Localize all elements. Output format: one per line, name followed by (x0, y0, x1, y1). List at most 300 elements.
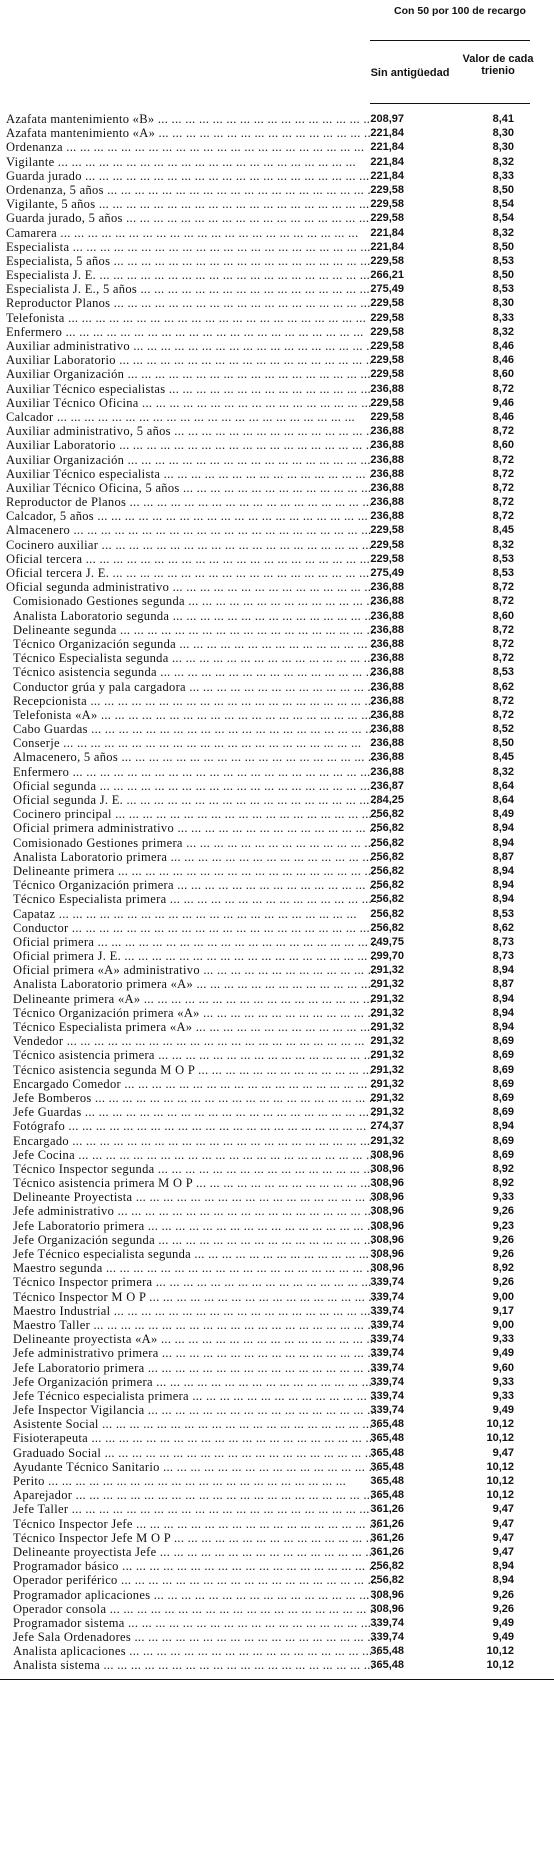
category-name: Operador periférico ... . (13, 1573, 378, 1587)
value-trienio: 9,33 (492, 1191, 514, 1204)
value-trienio: 8,33 (492, 169, 514, 182)
value-trienio: 8,69 (492, 1063, 514, 1076)
category-name: Jefe Guardas ... . (13, 1105, 378, 1119)
category-name: Técnico Organización segunda ... . (13, 637, 378, 651)
table-row (0, 963, 554, 977)
value-sin-antiguedad: 236,88 (370, 623, 404, 636)
value-trienio: 8,32 (492, 538, 514, 551)
category-name: Especialista J. E., 5 años ... . (6, 282, 371, 296)
table-row (0, 1545, 554, 1559)
category-name: Vendedor ... . (13, 1034, 378, 1048)
value-trienio: 9,26 (492, 1602, 514, 1615)
value-trienio: 8,46 (492, 354, 514, 367)
table-row (0, 1091, 554, 1105)
table-row (0, 367, 554, 381)
value-sin-antiguedad: 256,82 (370, 836, 404, 849)
value-sin-antiguedad: 229,58 (370, 183, 404, 196)
category-name: Auxiliar Técnico especialista ... . (6, 467, 371, 481)
category-name: Auxiliar administrativo, 5 años ... . (6, 424, 371, 438)
category-name: Ordenanza, 5 años ... . (6, 183, 371, 197)
table-row (0, 1162, 554, 1176)
value-sin-antiguedad: 256,82 (370, 921, 404, 934)
category-name: Delineante Proyectista ... . (13, 1190, 378, 1204)
value-sin-antiguedad: 339,74 (370, 1389, 404, 1402)
value-trienio: 8,53 (492, 552, 514, 565)
category-name: Delineante primera «A» ... . (13, 992, 378, 1006)
category-name: Recepcionista ... . (13, 694, 378, 708)
value-sin-antiguedad: 236,88 (370, 708, 404, 721)
value-trienio: 8,94 (492, 879, 514, 892)
category-name: Jefe Técnico especialista segunda ... . (13, 1247, 378, 1261)
table-row (0, 821, 554, 835)
value-trienio: 9,47 (492, 1545, 514, 1558)
table-row (0, 1077, 554, 1091)
table-row (0, 1275, 554, 1289)
value-trienio: 8,50 (492, 240, 514, 253)
value-sin-antiguedad: 256,82 (370, 850, 404, 863)
category-name: Especialista, 5 años ... . (6, 254, 371, 268)
category-name: Técnico asistencia primera M O P ... . (13, 1176, 378, 1190)
value-trienio: 8,53 (492, 283, 514, 296)
table-row (0, 495, 554, 509)
category-name: Auxiliar administrativo ... . (6, 339, 371, 353)
value-trienio: 9,33 (492, 1389, 514, 1402)
value-sin-antiguedad: 229,58 (370, 538, 404, 551)
table-row (0, 1048, 554, 1062)
value-sin-antiguedad: 308,96 (370, 1162, 404, 1175)
table-row (0, 1318, 554, 1332)
table-row (0, 1517, 554, 1531)
table-row (0, 211, 554, 225)
value-trienio: 8,53 (492, 254, 514, 267)
table-row (0, 708, 554, 722)
value-sin-antiguedad: 275,49 (370, 283, 404, 296)
value-sin-antiguedad: 361,26 (370, 1545, 404, 1558)
category-name: Oficial segunda J. E. ... . (13, 793, 378, 807)
category-name: Conductor ... . (13, 921, 378, 935)
value-trienio: 10,12 (486, 1645, 514, 1658)
value-trienio: 8,32 (492, 226, 514, 239)
table-row (0, 992, 554, 1006)
table-row (0, 523, 554, 537)
value-sin-antiguedad: 236,88 (370, 595, 404, 608)
value-sin-antiguedad: 256,82 (370, 864, 404, 877)
table-row (0, 467, 554, 481)
table-row (0, 254, 554, 268)
category-name: Oficial tercera J. E. ... . (6, 566, 371, 580)
value-sin-antiguedad: 308,96 (370, 1177, 404, 1190)
table-row (0, 1602, 554, 1616)
category-name: Fisioterapeuta ... . (13, 1431, 378, 1445)
value-trienio: 9,47 (492, 1517, 514, 1530)
value-trienio: 8,72 (492, 382, 514, 395)
value-sin-antiguedad: 339,74 (370, 1347, 404, 1360)
table-row (0, 1502, 554, 1516)
value-sin-antiguedad: 291,32 (370, 1106, 404, 1119)
value-trienio: 8,69 (492, 1049, 514, 1062)
value-sin-antiguedad: 361,26 (370, 1531, 404, 1544)
table-row (0, 864, 554, 878)
value-trienio: 9,26 (492, 1233, 514, 1246)
category-name: Camarera ... . (6, 226, 371, 240)
value-sin-antiguedad: 229,58 (370, 340, 404, 352)
value-sin-antiguedad: 236,88 (370, 666, 404, 679)
table-row (0, 311, 554, 325)
category-name: Oficial primera J. E. ... . (13, 949, 378, 963)
category-name: Analista sistema ... . (13, 1658, 378, 1672)
category-name: Técnico Especialista primera ... . (13, 892, 378, 906)
value-trienio: 8,32 (492, 155, 514, 168)
table-row (0, 1176, 554, 1190)
category-name: Oficial primera «A» administrativo ... . (13, 963, 378, 977)
table-row (0, 1119, 554, 1133)
table-row (0, 140, 554, 154)
value-trienio: 8,72 (492, 496, 514, 509)
category-name: Azafata mantenimiento «B» ... . (6, 112, 371, 126)
value-trienio: 8,73 (492, 950, 514, 963)
category-name: Técnico Especialista segunda ... . (13, 651, 378, 665)
category-name: Capataz ... . (13, 907, 378, 921)
category-name: Delineante proyectista «A» ... . (13, 1332, 378, 1346)
table-row (0, 878, 554, 892)
table-row (0, 1261, 554, 1275)
value-sin-antiguedad: 229,58 (370, 552, 404, 565)
value-trienio: 9,60 (492, 1361, 514, 1374)
value-sin-antiguedad: 308,96 (370, 1219, 404, 1232)
table-row (0, 765, 554, 779)
value-sin-antiguedad: 236,88 (370, 467, 404, 480)
table-row (0, 694, 554, 708)
table-row (0, 1204, 554, 1218)
table-row (0, 1361, 554, 1375)
category-name: Encargado ... . (13, 1134, 378, 1148)
value-trienio: 9,23 (492, 1219, 514, 1232)
table-row (0, 1134, 554, 1148)
value-trienio: 9,49 (492, 1616, 514, 1629)
table-row (0, 907, 554, 921)
table-row (0, 921, 554, 935)
category-name: Delineante primera ... . (13, 864, 378, 878)
category-name: Conductor grúa y pala cargadora ... . (13, 680, 378, 694)
value-trienio: 10,12 (486, 1432, 514, 1445)
value-trienio: 8,30 (492, 141, 514, 154)
table-row (0, 637, 554, 651)
value-trienio: 8,94 (492, 864, 514, 877)
value-trienio: 8,72 (492, 708, 514, 721)
category-name: Jefe administrativo ... . (13, 1204, 378, 1218)
category-name: Comisionado Gestiones segunda ... . (13, 594, 378, 608)
table-row (0, 1304, 554, 1318)
value-trienio: 8,53 (492, 567, 514, 579)
value-sin-antiguedad: 308,96 (370, 1588, 404, 1601)
table-row (0, 183, 554, 197)
table-row (0, 1460, 554, 1474)
table-row (0, 396, 554, 410)
table-row (0, 609, 554, 623)
salary-table-body (0, 112, 554, 1673)
value-sin-antiguedad: 365,48 (370, 1489, 404, 1502)
value-sin-antiguedad: 308,96 (370, 1233, 404, 1246)
category-name: Calcador ... . (6, 410, 371, 424)
category-name: Ayudante Técnico Sanitario ... . (13, 1460, 378, 1474)
value-trienio: 8,92 (492, 1262, 514, 1275)
category-name: Técnico Inspector Jefe M O P ... . (13, 1531, 378, 1545)
value-sin-antiguedad: 291,32 (370, 1021, 404, 1033)
value-sin-antiguedad: 291,32 (370, 1134, 404, 1147)
category-name: Aparejador ... . (13, 1488, 378, 1502)
value-sin-antiguedad: 365,48 (370, 1418, 404, 1431)
bottom-rule (0, 1679, 554, 1680)
value-sin-antiguedad: 291,32 (370, 978, 404, 991)
table-row (0, 382, 554, 396)
category-name: Perito ... . (13, 1474, 378, 1488)
value-sin-antiguedad: 229,58 (370, 254, 404, 267)
value-trienio: 8,62 (492, 680, 514, 693)
value-trienio: 8,60 (492, 368, 514, 381)
table-row (0, 438, 554, 452)
value-trienio: 8,53 (492, 907, 514, 920)
category-name: Cocinero principal ... . (13, 807, 378, 821)
value-sin-antiguedad: 291,32 (370, 964, 404, 977)
category-name: Técnico asistencia segunda M O P ... . (13, 1063, 378, 1077)
table-row (0, 1531, 554, 1545)
value-trienio: 9,33 (492, 1333, 514, 1346)
value-sin-antiguedad: 236,88 (370, 439, 404, 452)
value-sin-antiguedad: 365,48 (370, 1446, 404, 1459)
table-row (0, 1034, 554, 1048)
value-trienio: 8,32 (492, 765, 514, 778)
category-name: Jefe Organización primera ... . (13, 1375, 378, 1389)
value-sin-antiguedad: 236,88 (370, 680, 404, 693)
table-row (0, 240, 554, 254)
table-row (0, 1431, 554, 1445)
value-sin-antiguedad: 308,96 (370, 1248, 404, 1260)
table-row (0, 1644, 554, 1658)
value-sin-antiguedad: 236,88 (370, 425, 404, 438)
value-sin-antiguedad: 236,88 (370, 609, 404, 622)
value-sin-antiguedad: 208,97 (370, 113, 404, 125)
value-trienio: 8,50 (492, 737, 514, 750)
table-row (0, 1630, 554, 1644)
value-trienio: 9,47 (492, 1446, 514, 1459)
value-sin-antiguedad: 229,58 (370, 354, 404, 367)
value-sin-antiguedad: 299,70 (370, 950, 404, 963)
category-name: Telefonista «A» ... . (13, 708, 378, 722)
table-row (0, 580, 554, 594)
value-trienio: 8,50 (492, 183, 514, 196)
value-sin-antiguedad: 361,26 (370, 1517, 404, 1530)
category-name: Técnico Organización primera ... . (13, 878, 378, 892)
category-name: Jefe Sala Ordenadores ... . (13, 1630, 378, 1644)
category-name: Jefe Bomberos ... . (13, 1091, 378, 1105)
value-trienio: 9,17 (492, 1304, 514, 1317)
value-sin-antiguedad: 308,96 (370, 1148, 404, 1161)
value-trienio: 8,73 (492, 935, 514, 948)
category-name: Oficial segunda administrativo ... . (6, 580, 371, 594)
value-sin-antiguedad: 256,82 (370, 808, 404, 821)
value-trienio: 8,54 (492, 212, 514, 225)
value-trienio: 9,49 (492, 1404, 514, 1417)
value-trienio: 8,54 (492, 198, 514, 211)
category-name: Ordenanza ... . (6, 140, 371, 154)
category-name: Maestro Industrial ... . (13, 1304, 378, 1318)
value-trienio: 8,94 (492, 893, 514, 906)
category-name: Jefe Taller ... . (13, 1502, 378, 1516)
group-title: Con 50 por 100 de recargo (394, 5, 526, 17)
value-sin-antiguedad: 236,88 (370, 382, 404, 395)
value-trienio: 9,26 (492, 1205, 514, 1218)
value-trienio: 8,94 (492, 1120, 514, 1133)
value-trienio: 10,12 (486, 1475, 514, 1487)
value-trienio: 8,45 (492, 524, 514, 537)
value-sin-antiguedad: 236,88 (370, 694, 404, 707)
value-trienio: 8,94 (492, 1574, 514, 1587)
value-sin-antiguedad: 365,48 (370, 1659, 404, 1672)
value-sin-antiguedad: 291,32 (370, 1063, 404, 1076)
value-trienio: 8,72 (492, 467, 514, 480)
category-name: Programador básico ... . (13, 1559, 378, 1573)
value-trienio: 8,41 (492, 113, 514, 125)
category-name: Oficial primera ... . (13, 935, 378, 949)
table-row (0, 977, 554, 991)
value-sin-antiguedad: 365,48 (370, 1460, 404, 1473)
value-sin-antiguedad: 229,58 (370, 311, 404, 324)
value-trienio: 8,72 (492, 453, 514, 466)
table-row (0, 1020, 554, 1034)
value-sin-antiguedad: 236,87 (370, 779, 404, 792)
value-sin-antiguedad: 236,88 (370, 765, 404, 778)
value-trienio: 9,47 (492, 1531, 514, 1544)
value-trienio: 8,69 (492, 1106, 514, 1119)
table-row (0, 1063, 554, 1077)
value-sin-antiguedad: 256,82 (370, 822, 404, 835)
value-trienio: 8,60 (492, 609, 514, 622)
category-name: Especialista J. E. ... . (6, 268, 371, 282)
table-row (0, 1190, 554, 1204)
value-sin-antiguedad: 256,82 (370, 879, 404, 892)
value-sin-antiguedad: 361,26 (370, 1503, 404, 1516)
value-sin-antiguedad: 291,32 (370, 1049, 404, 1062)
value-sin-antiguedad: 256,82 (370, 1574, 404, 1587)
column-header-sin-antiguedad: Sin antigüedad (370, 67, 450, 79)
value-sin-antiguedad: 266,21 (370, 269, 404, 282)
value-trienio: 8,62 (492, 921, 514, 934)
value-trienio: 8,94 (492, 1560, 514, 1573)
value-sin-antiguedad: 236,88 (370, 496, 404, 509)
value-sin-antiguedad: 229,58 (370, 297, 404, 310)
category-name: Reproductor Planos ... . (6, 296, 371, 310)
category-name: Auxiliar Organización ... . (6, 453, 371, 467)
table-row (0, 1148, 554, 1162)
table-row (0, 807, 554, 821)
table-row (0, 836, 554, 850)
category-name: Auxiliar Laboratorio ... . (6, 438, 371, 452)
table-row (0, 1488, 554, 1502)
value-sin-antiguedad: 339,74 (370, 1276, 404, 1289)
value-sin-antiguedad: 229,58 (370, 368, 404, 381)
category-name: Almacenero ... . (6, 523, 371, 537)
value-sin-antiguedad: 236,88 (370, 652, 404, 665)
value-sin-antiguedad: 229,58 (370, 198, 404, 211)
category-name: Jefe Laboratorio primera ... . (13, 1219, 378, 1233)
value-trienio: 8,94 (492, 1021, 514, 1033)
table-row (0, 1233, 554, 1247)
category-name: Telefonista ... . (6, 311, 371, 325)
value-trienio: 9,26 (492, 1276, 514, 1289)
table-row (0, 155, 554, 169)
category-name: Delineante segunda ... . (13, 623, 378, 637)
category-name: Azafata mantenimiento «A» ... . (6, 126, 371, 140)
value-sin-antiguedad: 221,84 (370, 240, 404, 253)
category-name: Analista aplicaciones ... . (13, 1644, 378, 1658)
value-sin-antiguedad: 236,88 (370, 723, 404, 736)
category-name: Jefe administrativo primera ... . (13, 1346, 378, 1360)
table-row (0, 296, 554, 310)
value-sin-antiguedad: 365,48 (370, 1432, 404, 1445)
value-sin-antiguedad: 275,49 (370, 567, 404, 579)
category-name: Auxiliar Técnico especialistas ... . (6, 382, 371, 396)
category-name: Delineante proyectista Jefe ... . (13, 1545, 378, 1559)
table-row (0, 1105, 554, 1119)
value-sin-antiguedad: 236,88 (370, 751, 404, 764)
table-row (0, 1616, 554, 1630)
value-sin-antiguedad: 308,96 (370, 1191, 404, 1204)
category-name: Técnico Organización primera «A» ... . (13, 1006, 378, 1020)
category-name: Asistente Social ... . (13, 1417, 378, 1431)
value-sin-antiguedad: 291,32 (370, 1077, 404, 1090)
value-sin-antiguedad: 256,82 (370, 907, 404, 920)
value-trienio: 8,72 (492, 581, 514, 594)
category-name: Graduado Social ... . (13, 1446, 378, 1460)
table-row (0, 282, 554, 296)
value-sin-antiguedad: 308,96 (370, 1262, 404, 1275)
table-row (0, 750, 554, 764)
table-row (0, 509, 554, 523)
table-header (0, 0, 554, 112)
value-trienio: 9,26 (492, 1588, 514, 1601)
table-row (0, 736, 554, 750)
value-trienio: 8,69 (492, 1134, 514, 1147)
value-sin-antiguedad: 339,74 (370, 1404, 404, 1417)
category-name: Auxiliar Organización ... . (6, 367, 371, 381)
value-trienio: 8,87 (492, 850, 514, 863)
value-sin-antiguedad: 291,32 (370, 1035, 404, 1048)
category-name: Jefe Laboratorio primera ... . (13, 1361, 378, 1375)
table-row (0, 1446, 554, 1460)
value-trienio: 9,33 (492, 1375, 514, 1388)
category-name: Encargado Comedor ... . (13, 1077, 378, 1091)
category-name: Cabo Guardas ... . (13, 722, 378, 736)
value-trienio: 8,72 (492, 637, 514, 650)
value-sin-antiguedad: 249,75 (370, 935, 404, 948)
category-name: Técnico Inspector M O P ... . (13, 1290, 378, 1304)
value-trienio: 9,00 (492, 1318, 514, 1331)
category-name: Vigilante ... . (6, 155, 371, 169)
value-trienio: 10,12 (486, 1489, 514, 1502)
category-name: Técnico Inspector primera ... . (13, 1275, 378, 1289)
table-row (0, 325, 554, 339)
value-sin-antiguedad: 291,32 (370, 992, 404, 1005)
table-row (0, 665, 554, 679)
value-trienio: 8,64 (492, 779, 514, 792)
category-name: Guarda jurado ... . (6, 169, 371, 183)
value-trienio: 8,60 (492, 439, 514, 452)
value-sin-antiguedad: 229,58 (370, 212, 404, 225)
category-name: Jefe Organización segunda ... . (13, 1233, 378, 1247)
table-row (0, 169, 554, 183)
value-sin-antiguedad: 339,74 (370, 1333, 404, 1346)
value-trienio: 8,53 (492, 666, 514, 679)
